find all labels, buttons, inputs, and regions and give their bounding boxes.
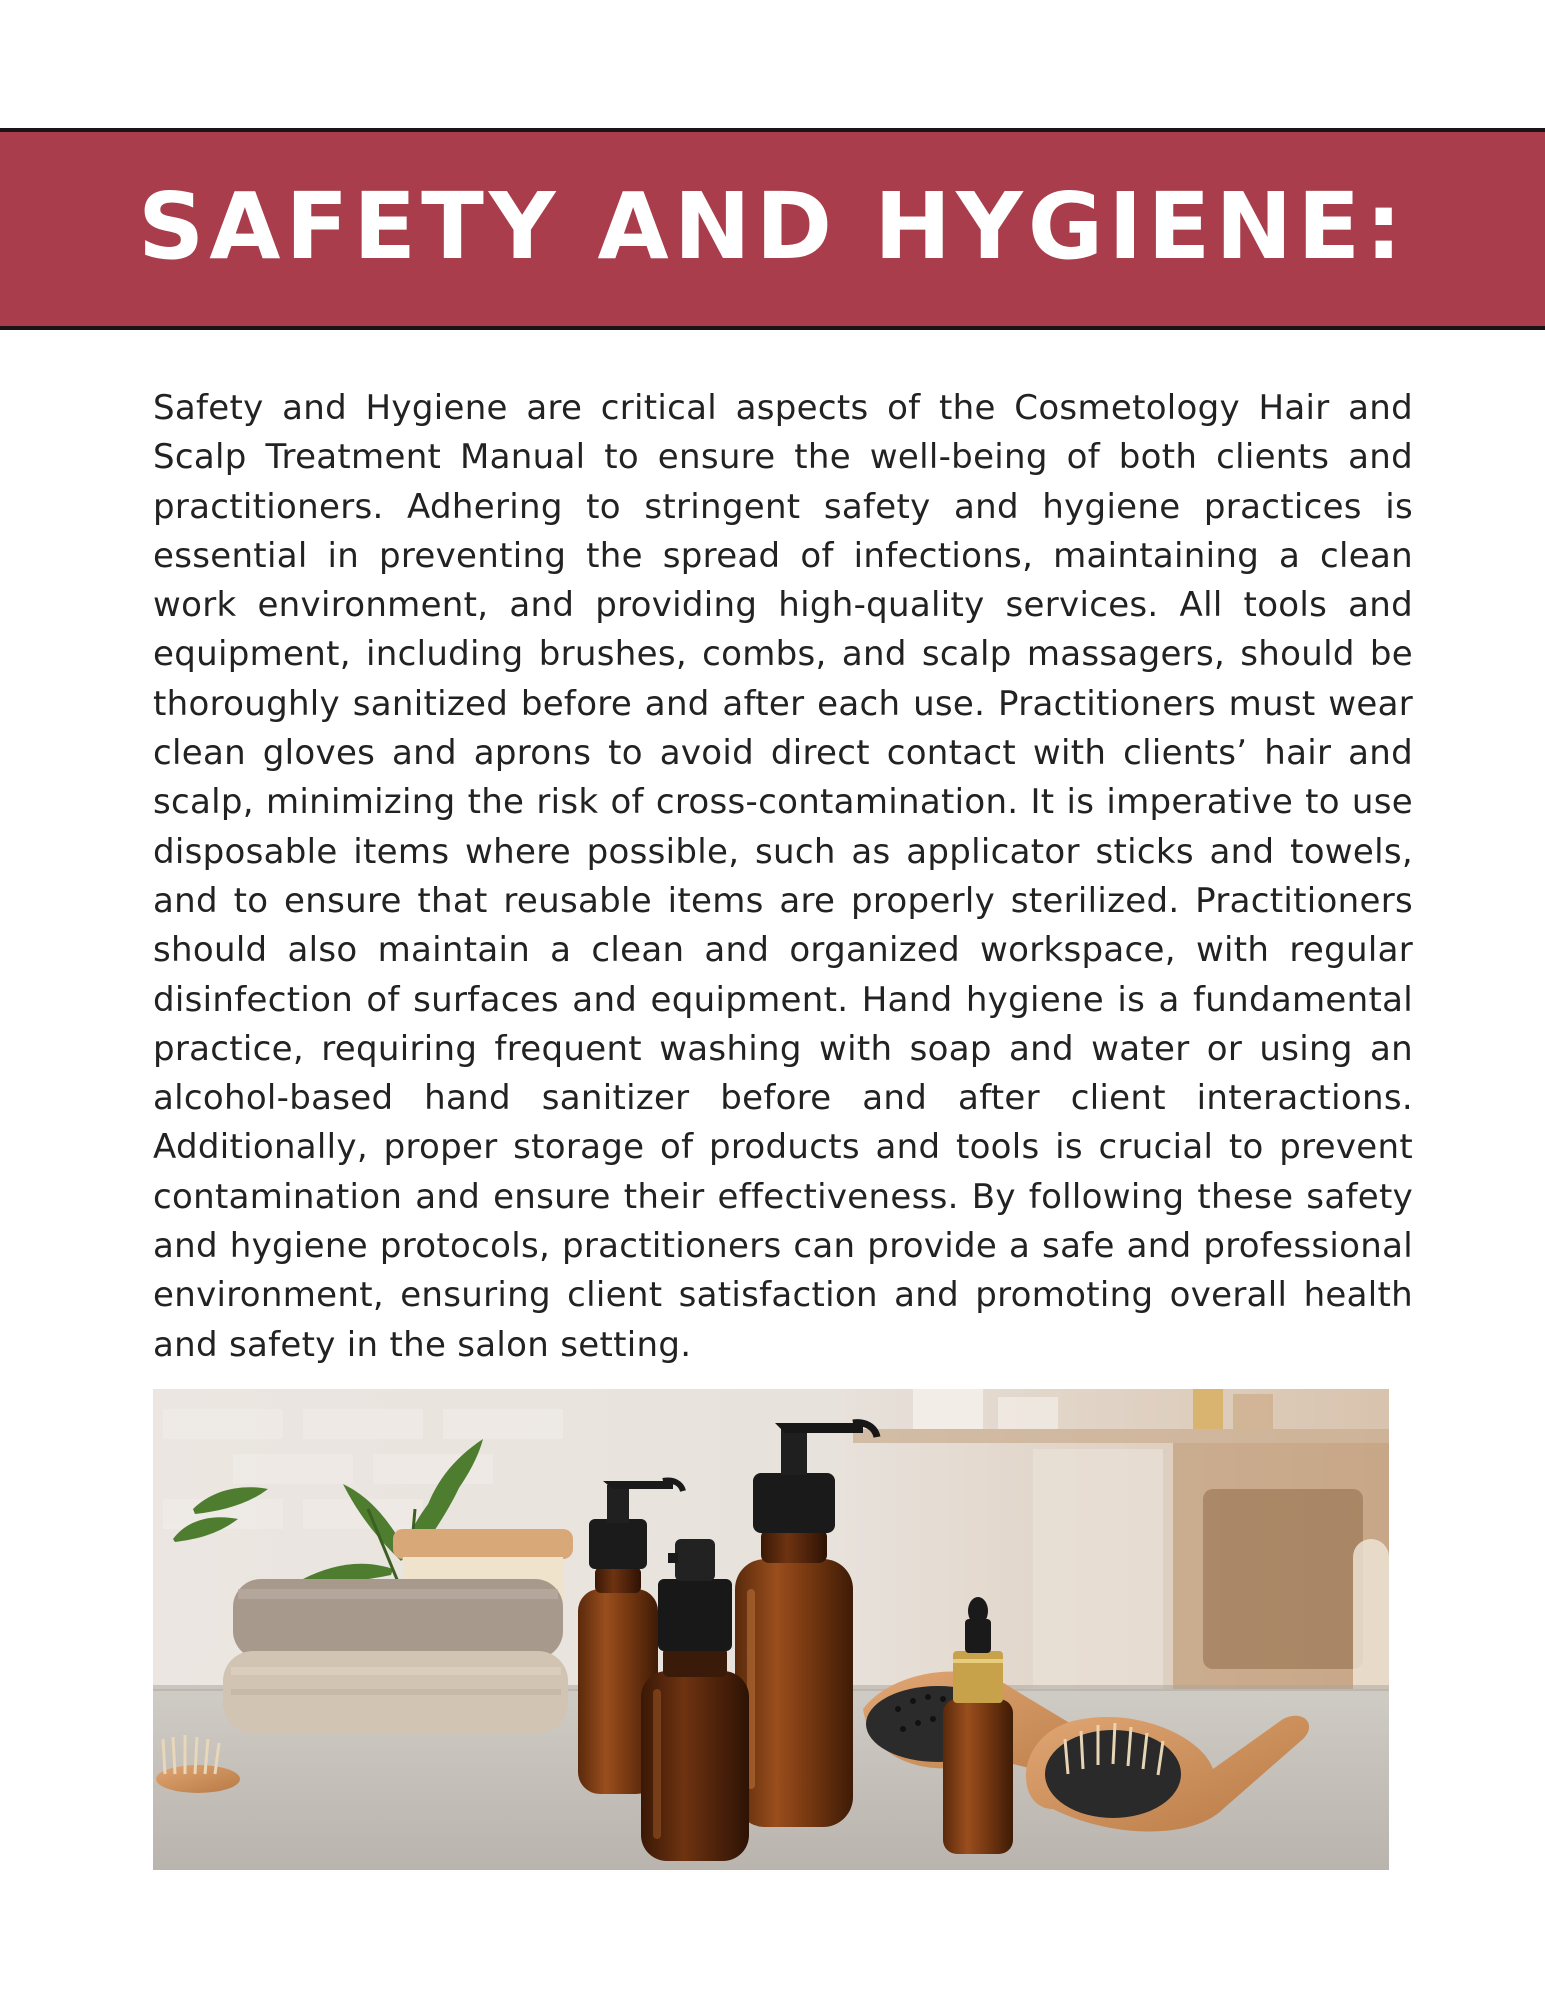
- salon-products-photo: [153, 1389, 1389, 1870]
- title-banner: [0, 128, 1545, 330]
- page-title: SAFETY AND HYGIENE:: [138, 173, 1407, 280]
- body-paragraph: Safety and Hygiene are critical aspects of the Cosmetology Hair and Scalp Treatment Manual to ensure the well-being of both clients and practitioners. Adhering to stringent safety and hygiene practices is essential in preventing the spread of infections, maintaining a clean work environment, and providing high-quality services. All tools and equipment, including brushes, combs, and scalp massagers, should be thoroughly sanitized before and after each use. Practitioners must wear clean gloves and aprons to avoid direct contact with clients’ hair and scalp, minimizing the risk of cross-contamination. It is imperative to use disposable items where possible, such as applicator sticks and towels, and to ensure that reusable items are properly sterilized. Practitioners should also maintain a clean and organized workspace, with regular disinfection of surfaces and equipment. Hand hygiene is a fundamental practice, requiring frequent washing with soap and water or using an alcohol-based hand sanitizer before and after client interactions. Additionally, proper storage of products and tools is crucial to prevent contamination and ensure their effectiveness. By following these safety and hygiene protocols, practitioners can provide a safe and professional environment, ensuring client satisfaction and promoting overall health and safety in the salon setting.: [153, 388, 1413, 1365]
